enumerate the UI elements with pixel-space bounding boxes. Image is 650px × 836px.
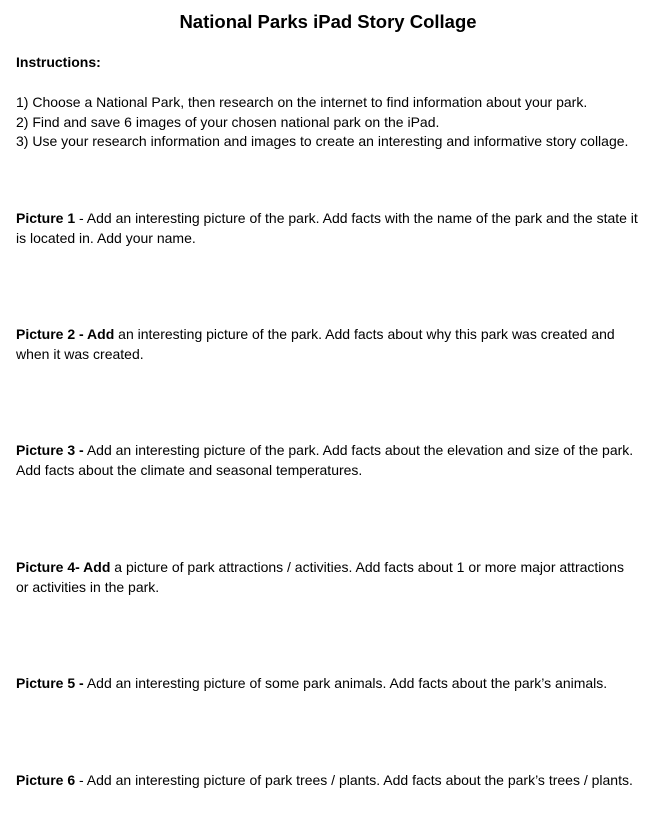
picture-5-paragraph xyxy=(16,673,646,693)
instructions-heading: Instructions: xyxy=(16,54,101,70)
picture-4-paragraph xyxy=(16,557,640,597)
picture-1-label: Picture 1 xyxy=(16,210,76,226)
page-title: National Parks iPad Story Collage xyxy=(179,11,477,32)
picture-1-text: - Add an interesting picture of the park. Add facts with the name of the park and the state it is located in. Add your name. xyxy=(16,210,638,246)
picture-5-label: Picture 5 - xyxy=(16,675,84,691)
picture-4-text: a picture of park attractions / activities. Add facts about 1 or more major attractions or activities in the park. xyxy=(16,559,624,595)
picture-5-text: Add an interesting picture of some park animals. Add facts about the park’s animals. xyxy=(83,675,608,691)
picture-2-paragraph xyxy=(16,324,640,364)
instruction-step-3: 3) Use your research information and images to create an interesting and informative story collage. xyxy=(16,133,629,149)
picture-3-paragraph xyxy=(16,440,640,480)
picture-6-paragraph xyxy=(16,770,640,790)
picture-6-label: Picture 6 xyxy=(16,772,76,788)
instruction-step-2: 2) Find and save 6 images of your chosen national park on the iPad. xyxy=(16,113,440,130)
picture-6-text: - Add an interesting picture of park trees / plants. Add facts about the park’s trees / plants. xyxy=(75,772,633,788)
picture-2-label: Picture 2 - Add xyxy=(16,326,115,342)
picture-3-text: Add an interesting picture of the park. Add facts about the elevation and size of the park. Add facts about the climate and seasonal temperatures. xyxy=(16,442,634,478)
picture-1-paragraph xyxy=(16,208,640,248)
picture-2-text: an interesting picture of the park. Add facts about why this park was created and when it was created. xyxy=(16,326,615,362)
instruction-step-1: 1) Choose a National Park, then research on the internet to find information about your park. xyxy=(16,94,588,110)
picture-3-label: Picture 3 - xyxy=(16,442,84,458)
instructions-list xyxy=(16,93,636,152)
picture-4-label: Picture 4- Add xyxy=(16,559,111,575)
